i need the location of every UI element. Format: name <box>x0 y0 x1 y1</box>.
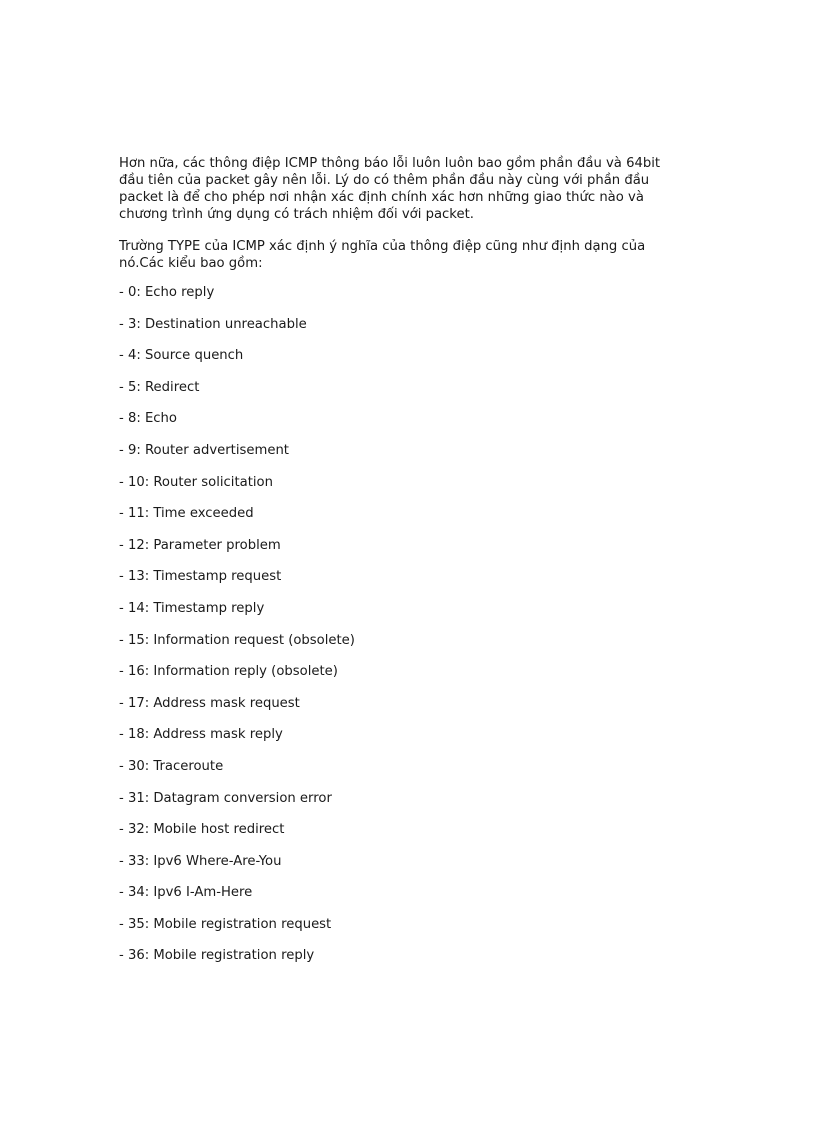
list-item: - 12: Parameter problem <box>119 537 281 553</box>
list-item: - 13: Timestamp request <box>119 569 282 585</box>
list-item: - 35: Mobile registration request <box>119 916 332 932</box>
list-item: - 10: Router solicitation <box>119 474 273 490</box>
list-item: - 4: Source quench <box>119 348 244 364</box>
list-item: - 30: Traceroute <box>119 758 224 774</box>
icmp-type-list <box>119 284 699 979</box>
list-item: - 0: Echo reply <box>119 285 215 300</box>
document-page <box>119 155 699 979</box>
list-item: - 3: Destination unreachable <box>119 316 307 332</box>
list-item: - 16: Information reply (obsolete) <box>119 664 338 680</box>
list-item: - 33: Ipv6 Where-Are-You <box>119 853 282 869</box>
list-item: - 31: Datagram conversion error <box>119 790 332 806</box>
list-item: - 34: Ipv6 I-Am-Here <box>119 885 253 901</box>
list-item: - 11: Time exceeded <box>119 506 254 522</box>
list-item: - 8: Echo <box>119 411 177 427</box>
list-item: - 17: Address mask request <box>119 695 300 711</box>
list-item: - 36: Mobile registration reply <box>119 948 315 964</box>
list-item: - 5: Redirect <box>119 379 200 395</box>
intro-paragraph: Hơn nữa, các thông điệp ICMP thông báo lỗi luôn luôn bao gồm phần đầu và 64bit đầu tiên của packet gây nên lỗi. Lý do có thêm phần đầu này cùng với phần đầu packet là để cho phép nơi nhận xác định chính xác hơn những giao thức nào và chương trình ứng dụng có trách nhiệm đối với packet. <box>119 156 661 222</box>
list-item: - 14: Timestamp reply <box>119 600 265 616</box>
list-item: - 15: Information request (obsolete) <box>119 632 355 648</box>
type-field-paragraph: Trường TYPE của ICMP xác định ý nghĩa của thông điệp cũng như định dạng của nó.Các kiểu bao gồm: <box>119 239 646 271</box>
list-item: - 18: Address mask reply <box>119 727 283 743</box>
list-item: - 9: Router advertisement <box>119 442 289 458</box>
list-item: - 32: Mobile host redirect <box>119 822 285 838</box>
